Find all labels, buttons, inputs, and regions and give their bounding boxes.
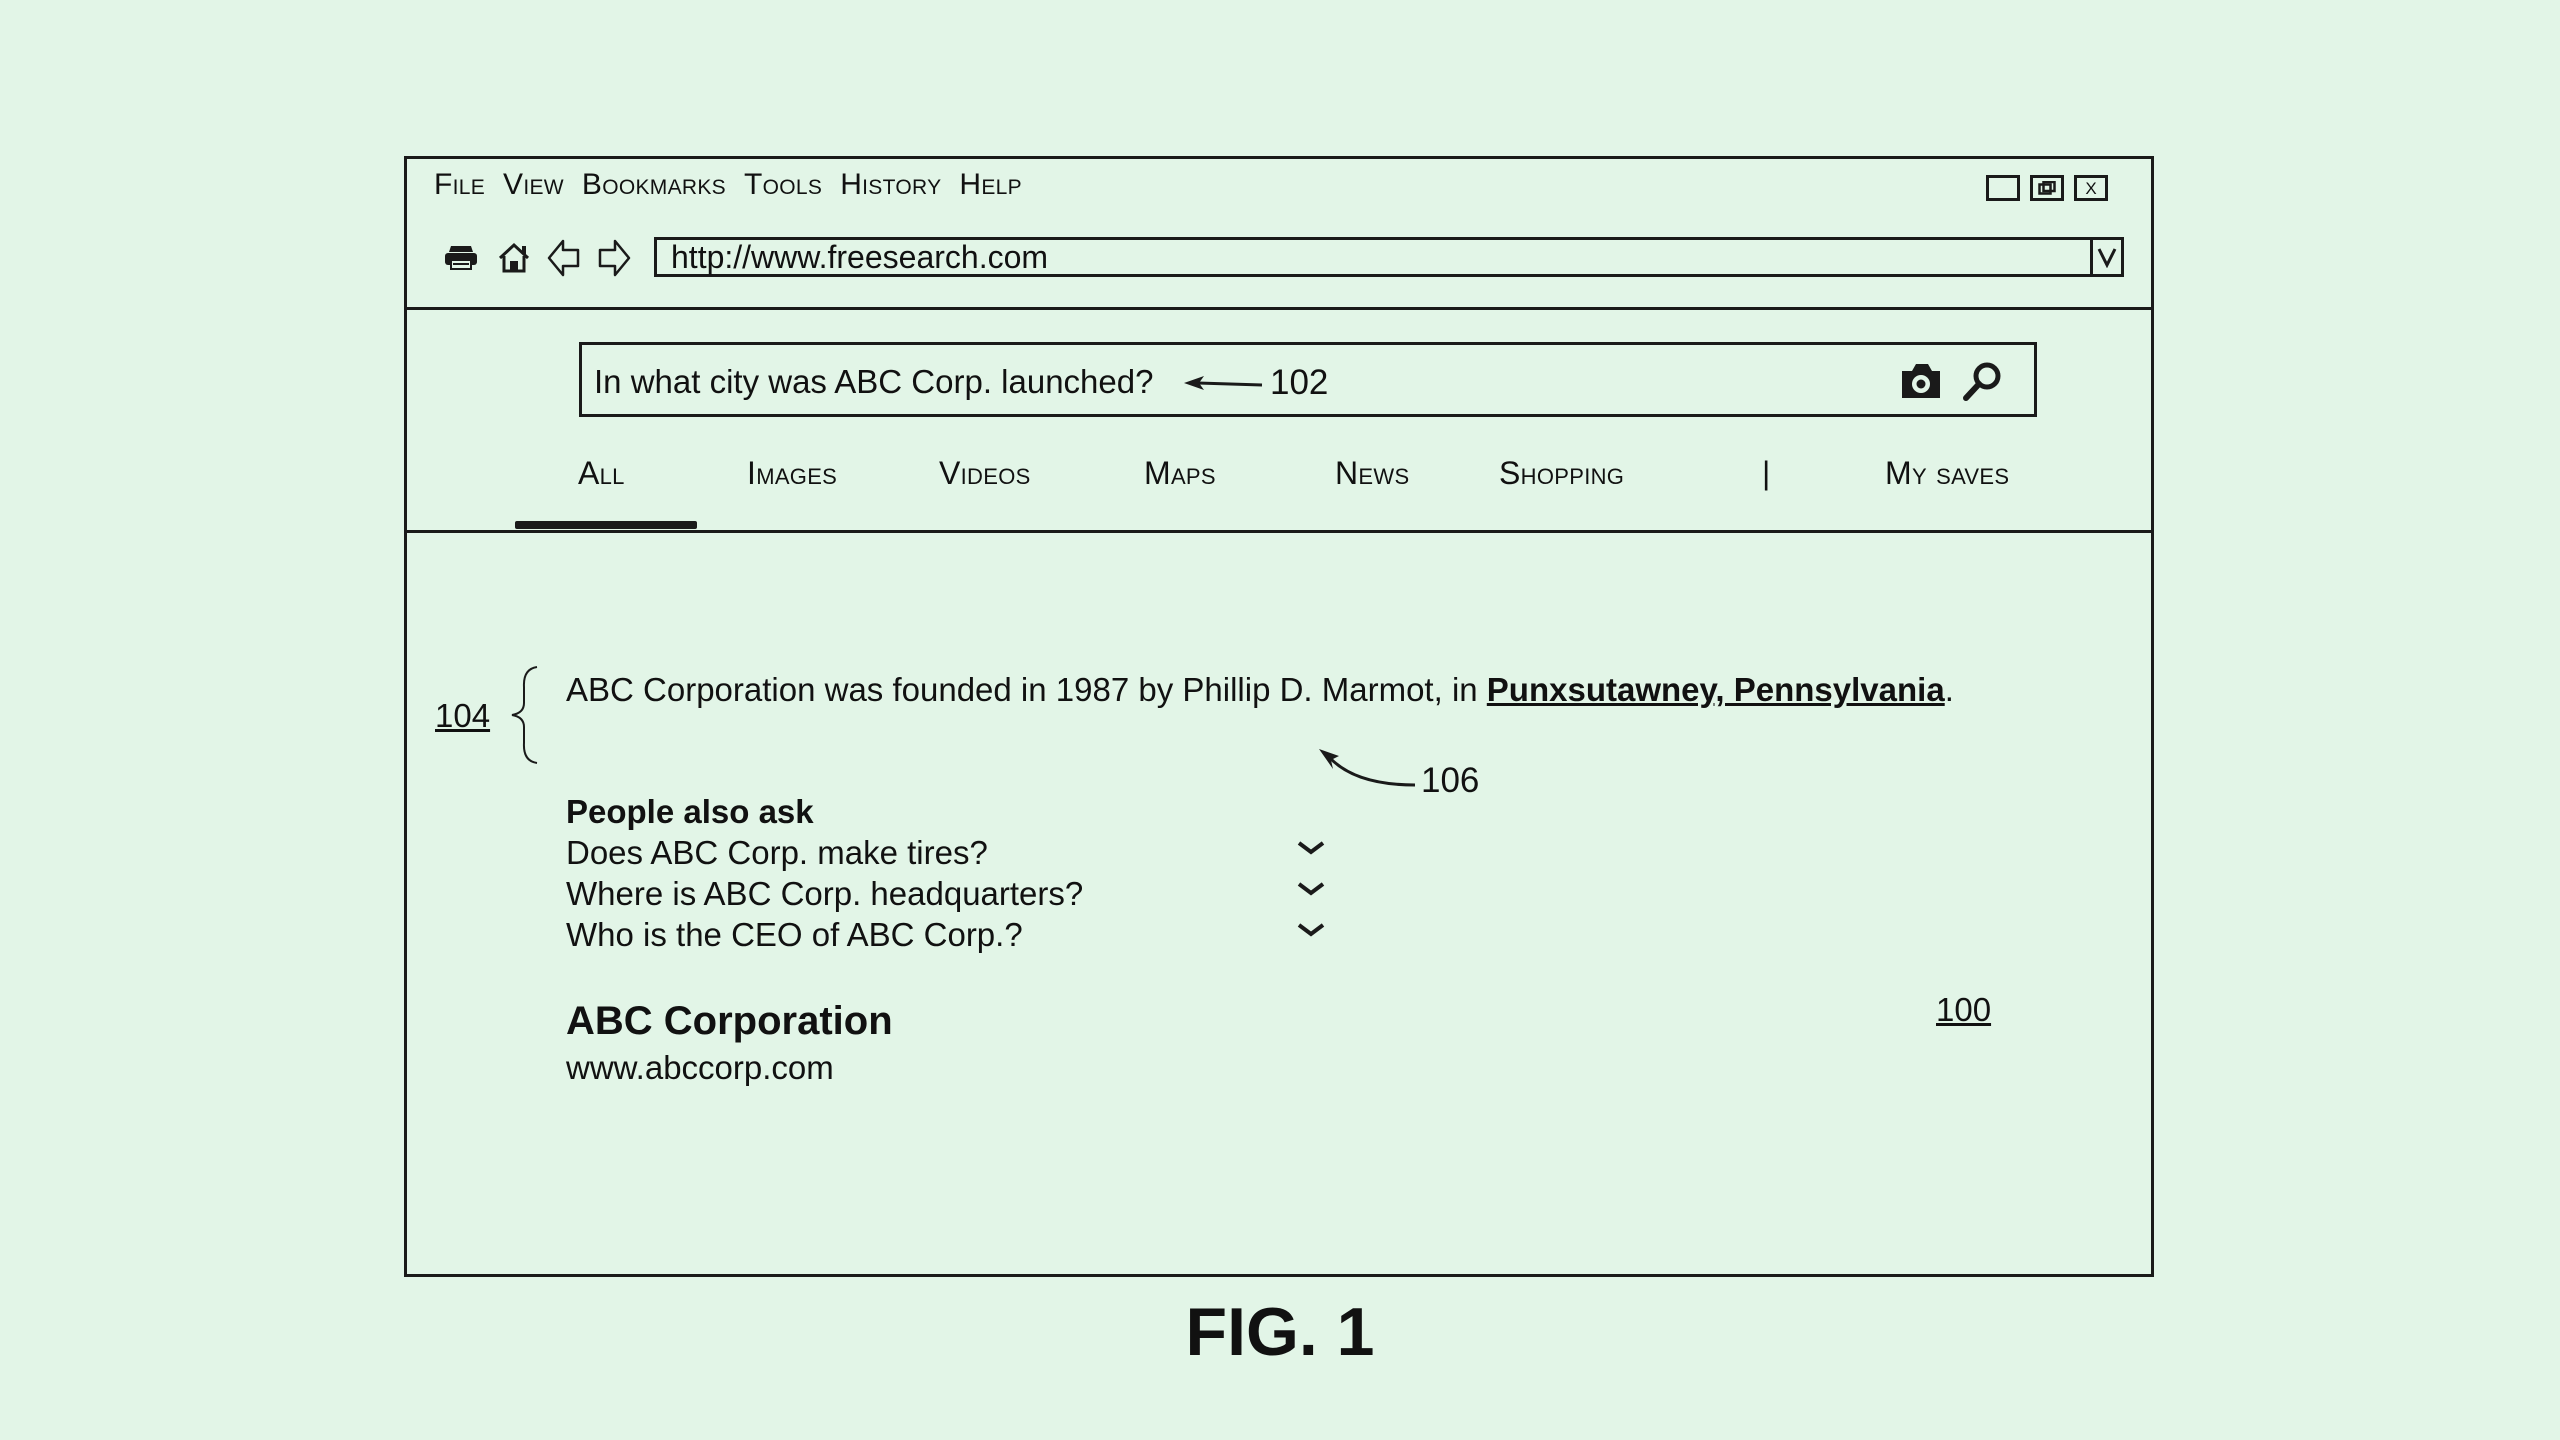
people-also-ask-item[interactable]	[566, 834, 1326, 874]
reference-label-102: 102	[1270, 363, 1329, 402]
result-url[interactable]: www.abccorp.com	[566, 1049, 834, 1086]
reference-label-100: 100	[1936, 991, 1992, 1028]
answer-text: ABC Corporation was founded in 1987 by Phillip D. Marmot, in	[566, 671, 1487, 708]
tab-all[interactable]: All	[578, 455, 625, 491]
minimize-button[interactable]	[1986, 175, 2020, 201]
active-tab-indicator	[515, 521, 697, 529]
question-text: Where is ABC Corp. headquarters?	[566, 875, 1084, 912]
close-icon: X	[2085, 178, 2097, 198]
people-also-ask-item[interactable]	[566, 916, 1326, 956]
forward-arrow-icon[interactable]	[597, 238, 631, 278]
leader-arrow-icon	[1317, 747, 1417, 795]
url-dropdown-button[interactable]	[2090, 240, 2121, 274]
tabs-divider	[407, 530, 2151, 533]
search-tabs	[407, 455, 2151, 491]
address-bar[interactable]	[654, 237, 2124, 277]
tab-shopping[interactable]: Shopping	[1499, 455, 1625, 491]
search-actions	[1898, 360, 2004, 402]
tab-images[interactable]: Images	[747, 455, 838, 491]
reference-106	[1317, 747, 1479, 801]
menu-file[interactable]: File	[434, 168, 486, 201]
search-box[interactable]	[579, 342, 2037, 417]
leader-arrow-icon	[1182, 373, 1264, 393]
home-icon[interactable]	[497, 242, 531, 274]
menu-view[interactable]: View	[503, 168, 564, 201]
question-text: Who is the CEO of ABC Corp.?	[566, 916, 1023, 953]
menu-bookmarks[interactable]: Bookmarks	[581, 168, 726, 201]
result-title[interactable]: ABC Corporation	[566, 999, 893, 1043]
navigation-toolbar	[443, 238, 631, 278]
chevron-down-icon[interactable]	[1296, 840, 1326, 856]
window-controls	[1986, 175, 2108, 201]
maximize-button[interactable]	[2030, 175, 2064, 201]
chevron-down-icon[interactable]	[1296, 881, 1326, 897]
reference-102	[1182, 363, 1328, 403]
back-arrow-icon[interactable]	[547, 238, 581, 278]
people-also-ask-title: People also ask	[566, 793, 814, 830]
print-icon[interactable]	[443, 243, 481, 273]
people-also-ask-item[interactable]	[566, 875, 1326, 915]
menu-history[interactable]: History	[840, 168, 942, 201]
reference-label-106: 106	[1421, 761, 1480, 800]
answer-location-link[interactable]: Punxsutawney, Pennsylvania	[1486, 671, 1945, 708]
tab-maps[interactable]: Maps	[1144, 455, 1216, 491]
answer-text-end: .	[1944, 671, 1954, 708]
question-text: Does ABC Corp. make tires?	[566, 834, 988, 871]
menu-tools[interactable]: Tools	[744, 168, 823, 201]
browser-window	[404, 156, 2154, 1277]
figure-caption: FIG. 1	[1185, 1294, 1375, 1370]
search-input[interactable]: In what city was ABC Corp. launched?	[594, 363, 1154, 400]
tab-videos[interactable]: Videos	[939, 455, 1031, 491]
brace-icon	[507, 665, 543, 765]
menu-bar	[434, 163, 1022, 207]
restore-icon	[2038, 181, 2056, 195]
menu-help[interactable]: Help	[959, 168, 1022, 201]
reference-label-104: 104	[435, 697, 491, 734]
url-text[interactable]: http://www.freesearch.com	[671, 238, 1049, 275]
tab-separator: |	[1762, 455, 1771, 491]
tab-my-saves[interactable]: My saves	[1885, 455, 2010, 491]
search-icon[interactable]	[1962, 360, 2004, 402]
answer-snippet	[566, 669, 1954, 711]
chevron-down-icon	[2096, 246, 2118, 268]
toolbar-divider	[407, 307, 2151, 310]
close-button[interactable]	[2074, 175, 2108, 201]
chevron-down-icon[interactable]	[1296, 922, 1326, 938]
camera-icon[interactable]	[1898, 361, 1944, 401]
tab-news[interactable]: News	[1335, 455, 1410, 491]
